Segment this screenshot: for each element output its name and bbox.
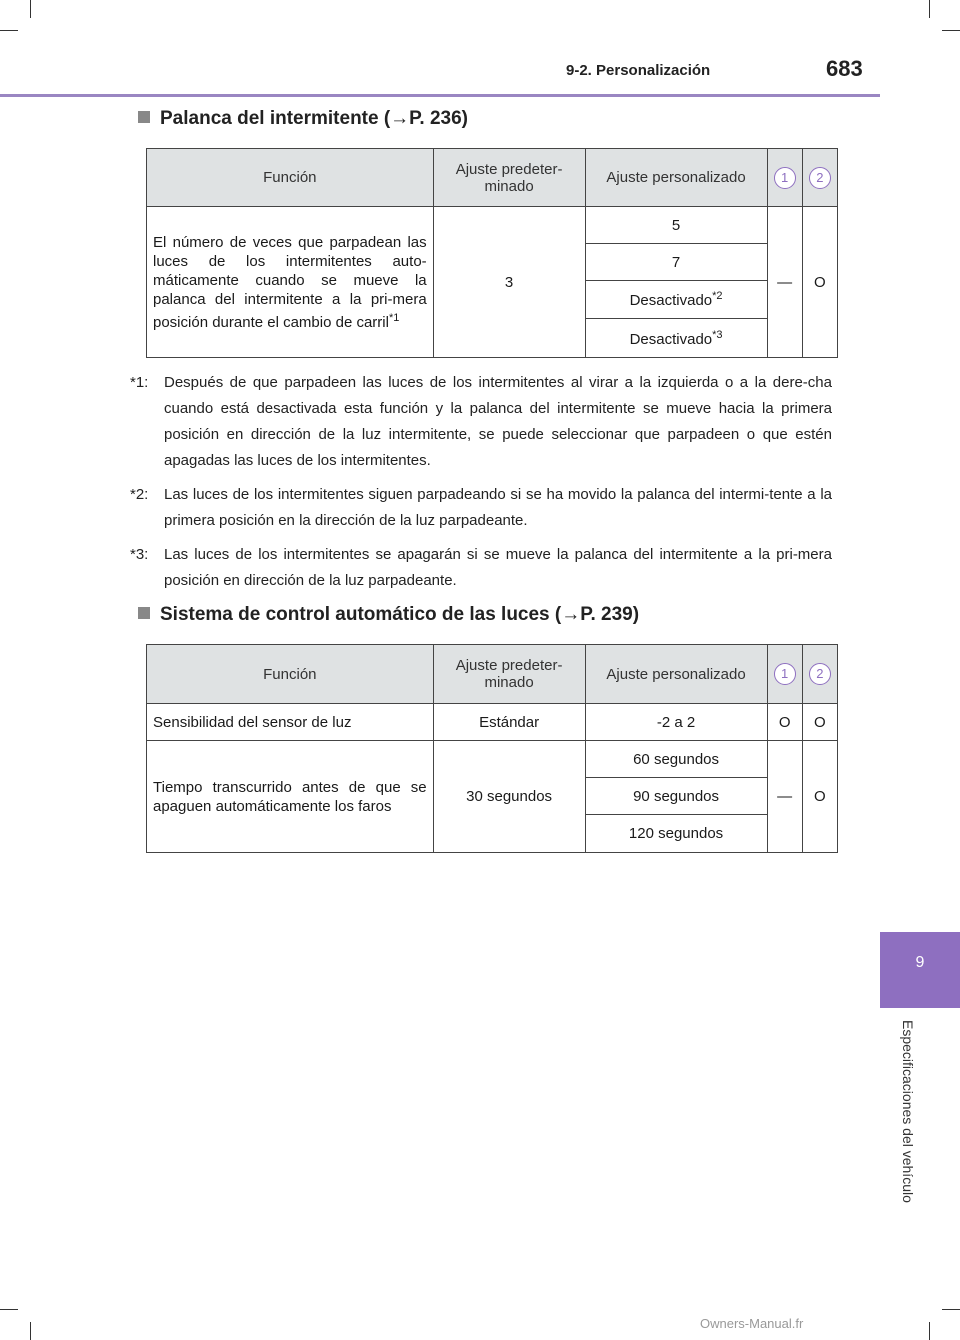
option-cell: 7 [585, 244, 767, 281]
table-row [147, 704, 838, 741]
table-row [147, 741, 838, 778]
section-heading-text: Palanca del intermitente (→P. 236) [160, 108, 468, 129]
crop-mark [30, 0, 31, 18]
col1-cell: — [767, 741, 802, 853]
crop-mark [30, 1322, 31, 1340]
footnote-ref: *3 [712, 328, 723, 341]
col1-cell: — [767, 207, 802, 358]
option-cell: 120 segundos [585, 815, 767, 853]
crop-mark [0, 30, 18, 31]
default-cell: 3 [433, 207, 585, 358]
option-cell [585, 319, 767, 358]
footnote-text: Después de que parpadeen las luces de los intermitentes al virar a la izquierda o a la dere-cha cuando está desactivada esta función y la palanca del intermitente se mueve hacia la primera posición en dirección de la luz intermitente, se puede seleccionar que parpadeen o que estén apagadas las luces de los intermitentes. [164, 374, 832, 469]
section-heading [138, 604, 639, 626]
circled-1-icon: 1 [774, 167, 796, 189]
page-number: 683 [826, 56, 863, 81]
footnote-ref: *1 [388, 311, 400, 324]
footnote-mark: *2: [130, 486, 149, 503]
footnote-text: Las luces de los intermitentes siguen parpadeando si se ha movido la palanca del intermi-tente a la primera posición en la dirección de la luz parpadeante. [164, 486, 832, 529]
function-cell: Sensibilidad del sensor de luz [147, 704, 434, 741]
header-function: Función [147, 149, 434, 207]
section-heading [138, 108, 468, 130]
option-text: Desactivado [629, 292, 713, 309]
function-cell: Tiempo transcurrido antes de que se apaguen automáticamente los faros [147, 741, 434, 853]
footnote [130, 542, 832, 594]
footnote-mark: *3: [130, 546, 149, 563]
square-bullet-icon [138, 111, 150, 123]
circled-2-icon: 2 [809, 663, 831, 685]
circled-2-icon: 2 [809, 167, 831, 189]
running-header: 9-2. Personalización [566, 62, 711, 79]
crop-mark [929, 1322, 930, 1340]
header-col2 [802, 645, 837, 704]
col2-cell: O [802, 741, 837, 853]
section-heading-text: Sistema de control automático de las luces (→P. 239) [160, 604, 640, 625]
settings-table [146, 644, 838, 853]
square-bullet-icon [138, 607, 150, 619]
chapter-number: 9 [915, 954, 925, 971]
settings-table [146, 148, 838, 358]
footnote-ref: *2 [712, 290, 723, 302]
header-custom: Ajuste personalizado [585, 149, 767, 207]
footnote [130, 482, 832, 534]
footer-watermark: Owners-Manual.fr [700, 1316, 804, 1331]
circled-1-icon: 1 [774, 663, 796, 685]
footnote-mark: *1: [130, 374, 149, 391]
header-custom: Ajuste personalizado [585, 645, 767, 704]
default-cell: 30 segundos [433, 741, 585, 853]
crop-mark [942, 30, 960, 31]
option-cell: 90 segundos [585, 778, 767, 815]
crop-mark [942, 1309, 960, 1310]
header-default: Ajuste predeter-minado [433, 645, 585, 704]
col2-cell: O [802, 704, 837, 741]
header-col1 [767, 645, 802, 704]
footnote [130, 370, 832, 474]
col2-cell: O [802, 207, 837, 358]
header-default: Ajuste predeter-minado [433, 149, 585, 207]
footnote-text: Las luces de los intermitentes se apagarán si se mueve la palanca del intermitente a la pri-mera posición en dirección de la luz parpadeante. [164, 546, 832, 589]
table-row [147, 207, 838, 244]
option-cell: 60 segundos [585, 741, 767, 778]
default-cell: Estándar [433, 704, 585, 741]
chapter-label: Especificaciones del vehículo [900, 1020, 916, 1203]
table-header-row [147, 149, 838, 207]
table-header-row [147, 645, 838, 704]
crop-mark [0, 1309, 18, 1310]
header-col1 [767, 149, 802, 207]
header-col2 [802, 149, 837, 207]
col1-cell: O [767, 704, 802, 741]
function-cell [147, 207, 434, 358]
header-rule [0, 94, 880, 97]
option-cell: 5 [585, 207, 767, 244]
custom-cell: -2 a 2 [585, 704, 767, 741]
function-text: El número de veces que parpadean las luces de los intermitentes auto-máticamente cuando se mueve la palanca del intermitente a la pri-mera posición durante el cambio de carril [153, 233, 427, 331]
header-function: Función [147, 645, 434, 704]
chapter-tab [880, 932, 960, 1008]
option-text: Desactivado [629, 330, 713, 348]
option-cell [585, 281, 767, 319]
crop-mark [929, 0, 930, 18]
